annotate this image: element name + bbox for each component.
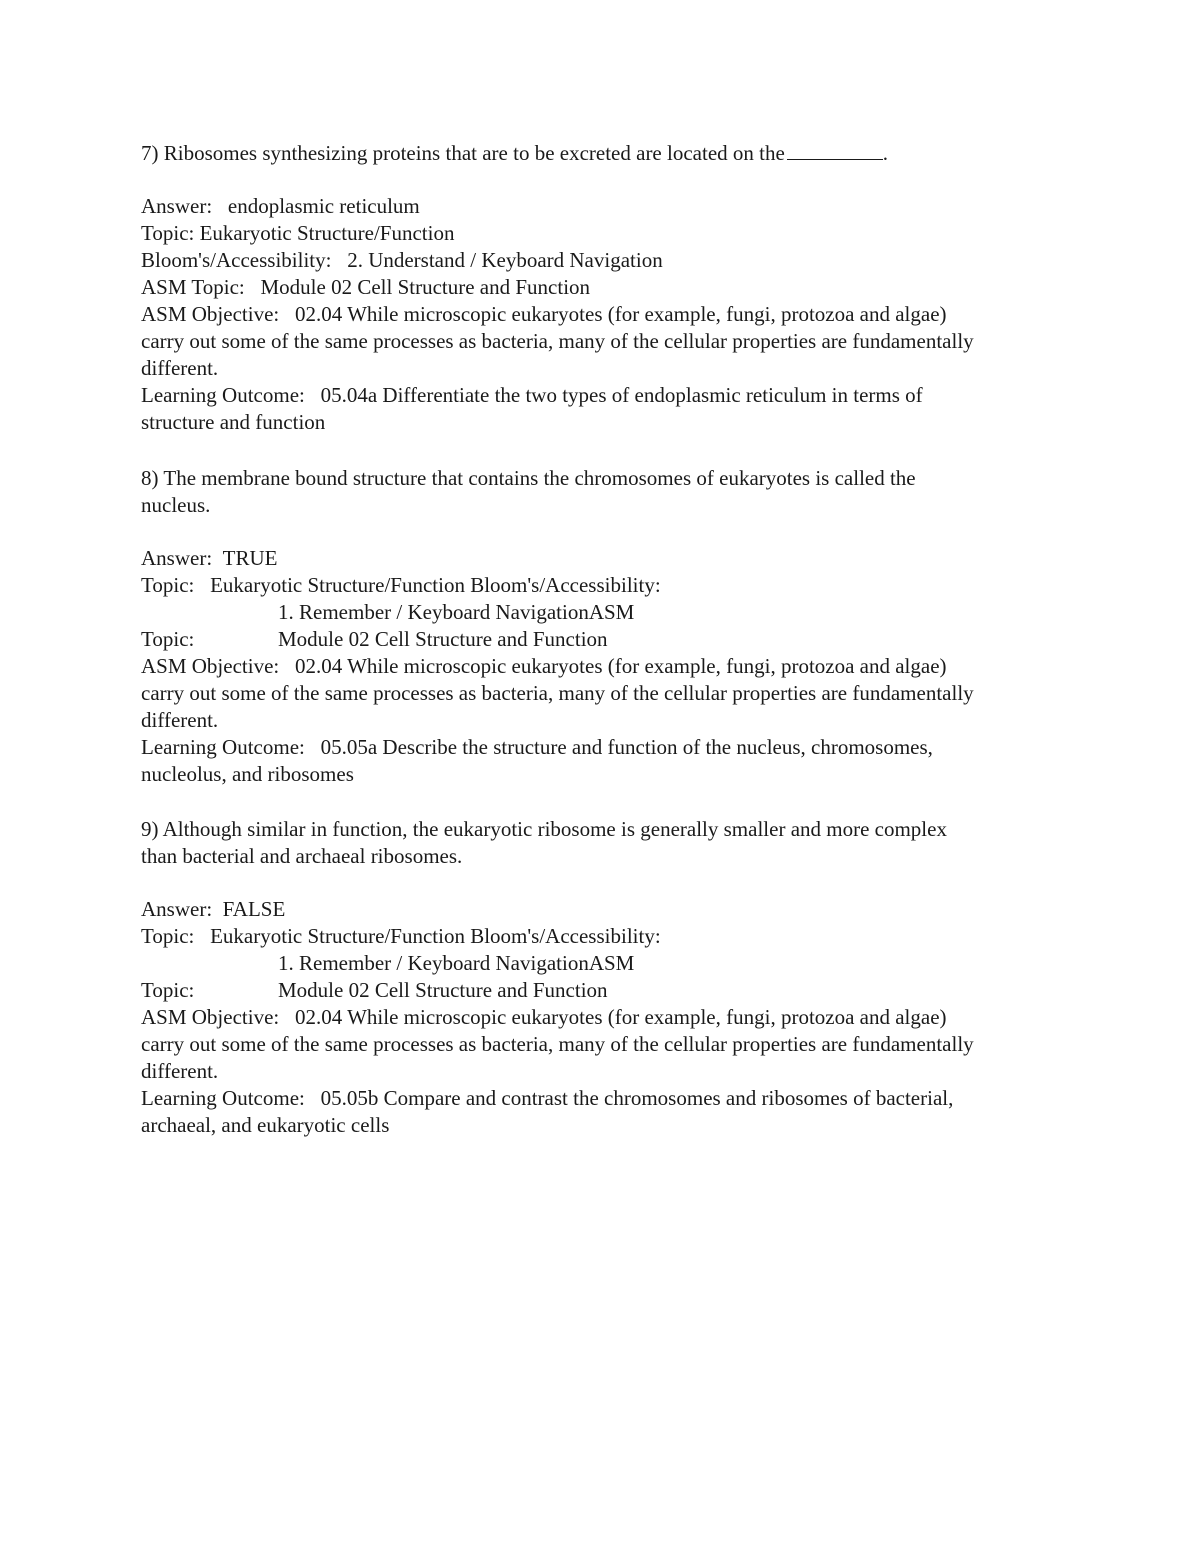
asm-objective-line: carry out some of the same processes as bacteria, many of the cellular properties are fundamentally bbox=[141, 329, 974, 353]
answer-line bbox=[141, 193, 1071, 220]
fill-in-blank bbox=[787, 141, 883, 160]
asm-objective-line: ASM Objective: 02.04 While microscopic eukaryotes (for example, fungi, protozoa and algae) bbox=[141, 654, 947, 678]
learning-outcome-line: Learning Outcome: 05.05a Describe the structure and function of the nucleus, chromosomes, bbox=[141, 735, 933, 759]
answer-label: Answer: bbox=[141, 194, 213, 218]
learning-outcome-line: nucleolus, and ribosomes bbox=[141, 762, 354, 786]
question-stem: 8) The membrane bound structure that contains the chromosomes of eukaryotes is called the bbox=[141, 466, 916, 490]
asm-objective-line: ASM Objective: 02.04 While microscopic eukaryotes (for example, fungi, protozoa and algae) bbox=[141, 1005, 947, 1029]
learning-outcome-line: Learning Outcome: 05.04a Differentiate the two types of endoplasmic reticulum in terms of bbox=[141, 383, 923, 407]
answer-value: TRUE bbox=[222, 546, 278, 570]
answer-line bbox=[141, 896, 1071, 923]
blooms-line: 1. Remember / Keyboard NavigationASM bbox=[278, 951, 635, 975]
blooms-line: 1. Remember / Keyboard NavigationASM bbox=[278, 600, 635, 624]
topic-line: Topic: Eukaryotic Structure/Function Bloom's/Accessibility: bbox=[141, 924, 661, 948]
learning-outcome-line: archaeal, and eukaryotic cells bbox=[141, 1113, 390, 1137]
asm-topic-line: ASM Topic: Module 02 Cell Structure and Function bbox=[141, 275, 591, 299]
topic-line: Topic: Eukaryotic Structure/Function Bloom's/Accessibility: bbox=[141, 573, 661, 597]
asm-topic-value: Module 02 Cell Structure and Function bbox=[278, 978, 608, 1002]
spacer bbox=[141, 167, 1071, 193]
question-stem: 9) Although similar in function, the eukaryotic ribosome is generally smaller and more complex bbox=[141, 817, 947, 841]
question-7 bbox=[141, 140, 1071, 436]
asm-topic-label: Topic: bbox=[141, 978, 195, 1002]
answer-label: Answer: bbox=[141, 546, 213, 570]
answer-label: Answer: bbox=[141, 897, 213, 921]
spacer bbox=[141, 870, 1071, 896]
question-8 bbox=[141, 465, 1071, 788]
asm-objective-line: ASM Objective: 02.04 While microscopic eukaryotes (for example, fungi, protozoa and algae) bbox=[141, 302, 947, 326]
learning-outcome-line: structure and function bbox=[141, 410, 326, 434]
question-stem: than bacterial and archaeal ribosomes. bbox=[141, 844, 463, 868]
blooms-line: Bloom's/Accessibility: 2. Understand / Keyboard Navigation bbox=[141, 248, 663, 272]
question-9 bbox=[141, 816, 1071, 1139]
spacer bbox=[141, 519, 1071, 545]
question-stem-text: 7) Ribosomes synthesizing proteins that are to be excreted are located on the bbox=[141, 141, 785, 165]
learning-outcome-line: Learning Outcome: 05.05b Compare and contrast the chromosomes and ribosomes of bacterial, bbox=[141, 1086, 954, 1110]
asm-objective-line: carry out some of the same processes as bacteria, many of the cellular properties are fundamentally bbox=[141, 681, 974, 705]
asm-objective-line: different. bbox=[141, 356, 219, 380]
answer-line bbox=[141, 545, 1071, 572]
asm-topic-label: Topic: bbox=[141, 627, 195, 651]
question-stem-end: . bbox=[882, 141, 889, 165]
topic-line: Topic: Eukaryotic Structure/Function bbox=[141, 221, 455, 245]
question-stem bbox=[141, 140, 1071, 167]
asm-topic-value: Module 02 Cell Structure and Function bbox=[278, 627, 608, 651]
asm-objective-line: different. bbox=[141, 708, 219, 732]
asm-topic-line bbox=[141, 977, 1071, 1004]
answer-value: FALSE bbox=[222, 897, 286, 921]
asm-topic-line bbox=[141, 626, 1071, 653]
question-stem: nucleus. bbox=[141, 493, 211, 517]
answer-value: endoplasmic reticulum bbox=[227, 194, 420, 218]
asm-objective-line: different. bbox=[141, 1059, 219, 1083]
asm-objective-line: carry out some of the same processes as bacteria, many of the cellular properties are fundamentally bbox=[141, 1032, 974, 1056]
